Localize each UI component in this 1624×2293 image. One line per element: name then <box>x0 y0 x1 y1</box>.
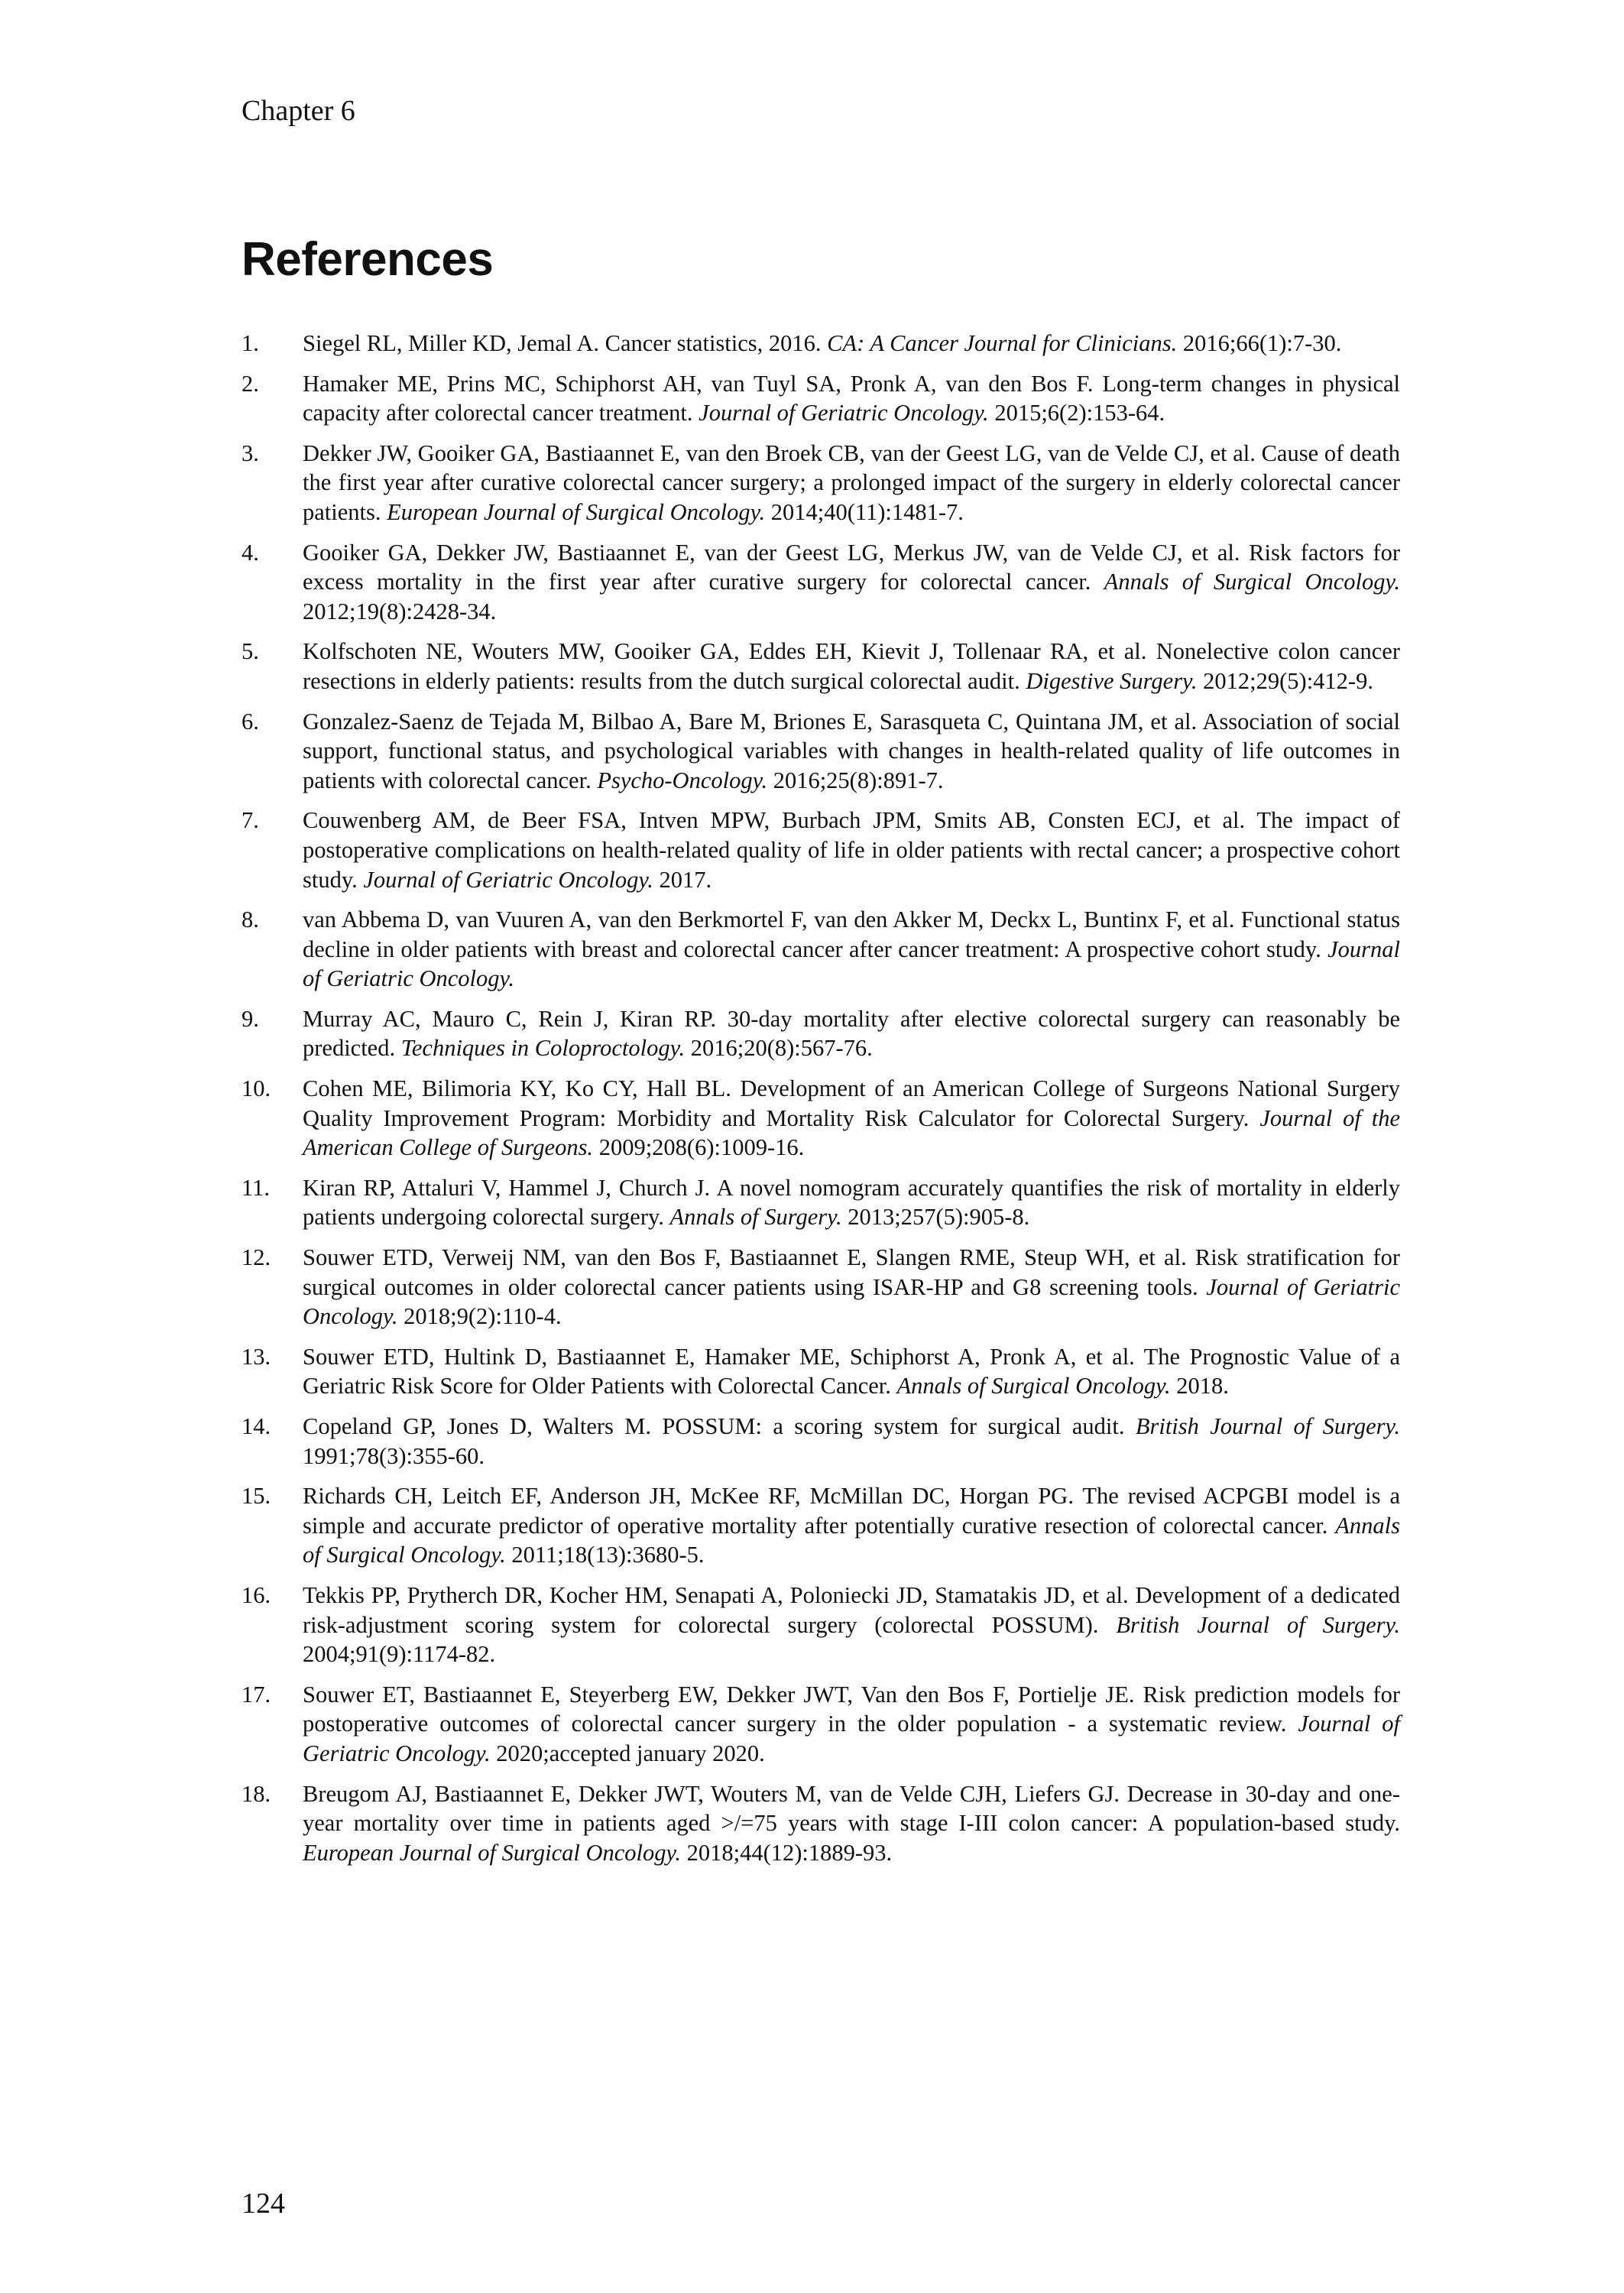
reference-number: 9. <box>241 1005 259 1032</box>
reference-authors-title: Breugom AJ, Bastiaannet E, Dekker JWT, Wouters M, van de Velde CJH, Liefers GJ. Decrease in 30-day and one-year mortality over time in patients aged >/=75 years with stage I-III colon cancer: A population-based study. <box>303 1780 1400 1837</box>
reference-journal: Annals of Surgical Oncology. <box>303 1512 1400 1568</box>
reference-number: 11. <box>241 1174 270 1201</box>
reference-authors-title: Tekkis PP, Prytherch DR, Kocher HM, Senapati A, Poloniecki JD, Stamatakis JD, et al. Development of a dedicated risk-adjustment scoring system for colorectal surgery (colorectal POSSUM). <box>303 1581 1400 1638</box>
reference-item <box>241 1243 1400 1331</box>
reference-number: 13. <box>241 1343 271 1370</box>
reference-details: 2013;257(5):905-8. <box>848 1204 1030 1231</box>
reference-authors-title: Souwer ETD, Verweij NM, van den Bos F, Bastiaannet E, Slangen RME, Steup WH, et al. Risk stratification for surgical outcomes in older colorectal cancer patients using ISAR-HP and G8 screening tools. <box>303 1244 1400 1300</box>
reference-journal: Journal of Geriatric Oncology. <box>699 400 989 426</box>
reference-journal: Journal of Geriatric Oncology. <box>303 1273 1400 1330</box>
reference-authors-title: Kiran RP, Attaluri V, Hammel J, Church J. A novel nomogram accurately quantifies the risk of mortality in elderly patients undergoing colorectal surgery. <box>303 1174 1400 1231</box>
reference-text <box>303 1581 1400 1669</box>
reference-journal: Journal of Geriatric Oncology. <box>303 1711 1401 1766</box>
reference-authors-title: Gonzalez-Saenz de Tejada M, Bilbao A, Bare M, Briones E, Sarasqueta C, Quintana JM, et al. Association of social support, functional status, and psychological variables with changes in health-related quality of life outcomes in patients with colorectal cancer. <box>303 708 1400 793</box>
reference-authors-title: Kolfschoten NE, Wouters MW, Gooiker GA, Eddes EH, Kievit J, Tollenaar RA, et al. Nonelective colon cancer resections in elderly patients: results from the dutch surgical colorectal audit. <box>303 638 1400 694</box>
reference-details: 2011;18(13):3680-5. <box>511 1542 705 1568</box>
reference-number: 15. <box>241 1483 271 1510</box>
reference-text <box>303 707 1400 796</box>
reference-journal: Annals of Surgical Oncology. <box>896 1373 1171 1399</box>
reference-item <box>241 369 1400 428</box>
reference-journal: Digestive Surgery. <box>1026 667 1198 694</box>
reference-journal: European Journal of Surgical Oncology. <box>303 1839 681 1866</box>
reference-journal: Journal of Geriatric Oncology. <box>303 936 1400 992</box>
reference-item <box>241 1004 1400 1063</box>
reference-item <box>241 329 1400 358</box>
reference-number: 10. <box>241 1075 271 1102</box>
reference-text <box>303 1074 1400 1163</box>
reference-journal: Psycho-Oncology. <box>597 767 768 793</box>
reference-details: 2012;19(8):2428-34. <box>303 598 497 624</box>
reference-details: 2004;91(9):1174-82. <box>303 1641 496 1668</box>
reference-details: 2017. <box>659 866 712 893</box>
reference-authors-title: Hamaker ME, Prins MC, Schiphorst AH, van Tuyl SA, Pronk A, van den Bos F. Long-term changes in physical capacity after colorectal cancer treatment. <box>303 370 1400 426</box>
reference-item <box>241 1074 1400 1163</box>
reference-details: 2014;40(11):1481-7. <box>770 498 964 525</box>
running-head: Chapter 6 <box>241 95 355 127</box>
reference-number: 7. <box>241 807 259 834</box>
section-title: References <box>241 233 494 286</box>
reference-journal: British Journal of Surgery. <box>1116 1611 1400 1638</box>
reference-text <box>303 905 1400 994</box>
reference-authors-title: Dekker JW, Gooiker GA, Bastiaannet E, van den Broek CB, van der Geest LG, van de Velde CJ, et al. Cause of death the first year after curative colorectal cancer surgery; a prolonged impact of the surgery in elderly colorectal cancer patients. <box>303 439 1400 525</box>
reference-number: 16. <box>241 1581 271 1608</box>
reference-text <box>303 369 1400 428</box>
reference-text <box>303 1680 1400 1769</box>
reference-authors-title: Souwer ET, Bastiaannet E, Steyerberg EW, Dekker JWT, Van den Bos F, Portielje JE. Risk prediction models for postoperative outcomes of colorectal cancer surgery in the older population - a systematic review. <box>303 1681 1400 1737</box>
reference-details: 2016;66(1):7-30. <box>1182 330 1342 356</box>
reference-authors-title: Copeland GP, Jones D, Walters M. POSSUM: a scoring system for surgical audit. <box>303 1413 1125 1439</box>
reference-text <box>303 1243 1400 1331</box>
reference-item <box>241 1779 1400 1868</box>
reference-number: 17. <box>241 1681 271 1708</box>
reference-item <box>241 538 1400 627</box>
reference-details: 2016;25(8):891-7. <box>773 767 944 793</box>
reference-journal: Techniques in Coloproctology. <box>400 1035 686 1062</box>
reference-text <box>303 1342 1400 1401</box>
reference-number: 4. <box>241 539 259 566</box>
reference-item <box>241 1342 1400 1401</box>
page-number: 124 <box>241 2188 285 2220</box>
reference-item <box>241 1581 1400 1669</box>
reference-item <box>241 905 1400 994</box>
reference-authors-title: Siegel RL, Miller KD, Jemal A. Cancer statistics, 2016. <box>303 330 822 356</box>
reference-authors-title: van Abbema D, van Vuuren A, van den Berkmortel F, van den Akker M, Deckx L, Buntinx F, et al. Functional status decline in older patients with breast and colorectal cancer after cancer treatment: A prospective cohort study. <box>303 906 1400 962</box>
reference-number: 2. <box>241 370 259 397</box>
reference-journal: European Journal of Surgical Oncology. <box>387 498 766 525</box>
reference-item <box>241 1680 1400 1769</box>
reference-item <box>241 806 1400 894</box>
reference-text <box>303 806 1400 894</box>
reference-number: 1. <box>241 330 259 356</box>
reference-item <box>241 1412 1400 1471</box>
reference-details: 2009;208(6):1009-16. <box>598 1134 805 1161</box>
reference-number: 6. <box>241 708 259 735</box>
reference-item <box>241 439 1400 527</box>
reference-list <box>241 329 1400 1878</box>
reference-item <box>241 637 1400 696</box>
reference-number: 12. <box>241 1244 271 1271</box>
reference-authors-title: Couwenberg AM, de Beer FSA, Intven MPW, Burbach JPM, Smits AB, Consten ECJ, et al. The impact of postoperative complications on health-related quality of life in older patients with rectal cancer; a prospective cohort study. <box>303 807 1400 893</box>
reference-details: 2020;accepted january 2020. <box>496 1740 765 1766</box>
reference-details: 2015;6(2):153-64. <box>994 400 1165 426</box>
reference-number: 14. <box>241 1413 271 1439</box>
reference-authors-title: Souwer ETD, Hultink D, Bastiaannet E, Hamaker ME, Schiphorst A, Pronk A, et al. The Prognostic Value of a Geriatric Risk Score for Older Patients with Colorectal Cancer. <box>303 1343 1400 1399</box>
reference-number: 8. <box>241 906 259 933</box>
reference-authors-title: Murray AC, Mauro C, Rein J, Kiran RP. 30-day mortality after elective colorectal surgery can reasonably be predicted. <box>303 1005 1400 1062</box>
reference-details: 2018;9(2):110-4. <box>404 1303 562 1330</box>
reference-journal: CA: A Cancer Journal for Clinicians. <box>827 330 1178 356</box>
reference-text <box>303 637 1400 696</box>
reference-text <box>303 538 1400 627</box>
reference-text <box>303 1481 1400 1570</box>
reference-text <box>303 1779 1400 1868</box>
reference-journal: Annals of Surgery. <box>669 1204 842 1231</box>
reference-item <box>241 1481 1400 1570</box>
reference-number: 18. <box>241 1780 271 1807</box>
reference-journal: Journal of Geriatric Oncology. <box>363 866 653 893</box>
reference-details: 2012;29(5):412-9. <box>1203 667 1373 694</box>
reference-journal: Annals of Surgical Oncology. <box>1104 569 1401 595</box>
reference-text <box>303 1173 1400 1232</box>
reference-authors-title: Richards CH, Leitch EF, Anderson JH, McKee RF, McMillan DC, Horgan PG. The revised ACPGBI model is a simple and accurate predictor of operative mortality after potentially curative resection of colorectal cancer. <box>303 1483 1400 1539</box>
reference-text <box>303 1412 1400 1471</box>
reference-item <box>241 1173 1400 1232</box>
reference-text <box>303 439 1400 527</box>
reference-text <box>303 1004 1400 1063</box>
reference-details: 2018. <box>1176 1373 1229 1399</box>
reference-journal: British Journal of Surgery. <box>1135 1413 1400 1439</box>
reference-details: 1991;78(3):355-60. <box>303 1442 485 1469</box>
reference-authors-title: Cohen ME, Bilimoria KY, Ko CY, Hall BL. Development of an American College of Surgeons National Surgery Quality Improvement Program: Morbidity and Mortality Risk Calculator for Colorectal Surgery. <box>303 1075 1400 1131</box>
reference-journal: Journal of the American College of Surgeons. <box>303 1104 1401 1161</box>
reference-details: 2016;20(8):567-76. <box>690 1035 873 1062</box>
reference-text <box>303 329 1400 358</box>
reference-authors-title: Gooiker GA, Dekker JW, Bastiaannet E, van der Geest LG, Merkus JW, van de Velde CJ, et al. Risk factors for excess mortality in the first year after curative surgery for colorectal cancer. <box>303 539 1400 595</box>
reference-number: 5. <box>241 638 259 665</box>
reference-details: 2018;44(12):1889-93. <box>686 1839 893 1866</box>
reference-number: 3. <box>241 439 259 466</box>
reference-item <box>241 707 1400 796</box>
